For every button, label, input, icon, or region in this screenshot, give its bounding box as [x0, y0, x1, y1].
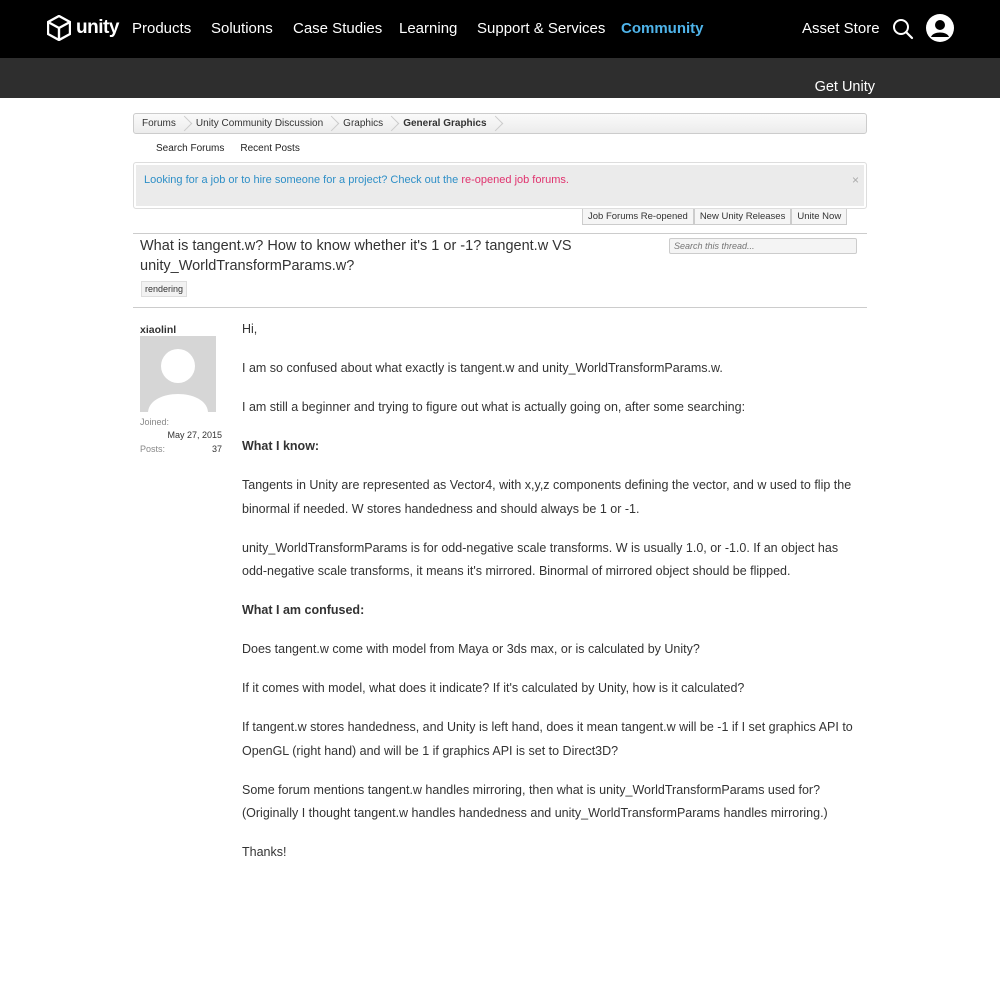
breadcrumb-forums[interactable]: Forums [134, 114, 188, 133]
divider [133, 233, 867, 234]
breadcrumb-graphics[interactable]: Graphics [335, 114, 395, 133]
user-posts-row [140, 444, 222, 454]
post-paragraph: Does tangent.w come with model from Maya or 3ds max, or is calculated by Unity? [242, 642, 700, 656]
post-paragraph: Hi, [242, 322, 258, 336]
posts-count: 37 [211, 444, 222, 454]
nav-solutions[interactable]: Solutions [211, 20, 273, 37]
post-heading [242, 435, 864, 459]
nav-products[interactable]: Products [132, 20, 192, 37]
search-forums-link[interactable]: Search Forums [156, 143, 225, 154]
nav-asset-store[interactable]: Asset Store [802, 20, 880, 37]
thread-title: What is tangent.w? How to know whether it's 1 or -1? tangent.w VS unity_WorldTransformParams.w? [140, 238, 572, 274]
breadcrumb-community-discussion[interactable]: Unity Community Discussion [188, 114, 335, 133]
post-paragraph: I am still a beginner and trying to figure out what is actually going on, after some searching: [242, 400, 746, 414]
post-heading [242, 599, 864, 623]
unity-logo[interactable] [47, 15, 119, 41]
unity-cube-icon [47, 15, 71, 41]
breadcrumb-general-graphics[interactable]: General Graphics [395, 114, 498, 133]
search-icon[interactable] [892, 18, 914, 40]
thread-search-input[interactable] [669, 238, 857, 254]
forum-subnav [156, 143, 300, 154]
posts-label: Posts: [140, 444, 166, 454]
post-paragraph: If tangent.w stores handedness, and Unity is left hand, does it mean tangent.w will be -1 if I set graphics API to OpenGL (right hand) and will be 1 if graphics API is set to Direct3D? [242, 720, 853, 758]
post-paragraph: I am so confused about what exactly is tangent.w and unity_WorldTransformParams.w. [242, 361, 723, 375]
notice-text [144, 174, 569, 186]
tab-unite-now[interactable]: Unite Now [791, 209, 847, 225]
notice-banner [133, 162, 867, 209]
close-icon[interactable]: × [851, 173, 859, 187]
notice-message: Looking for a job or to hire someone for a project? Check out the [144, 174, 462, 186]
job-forums-link[interactable]: re-opened job forums. [461, 174, 569, 186]
top-navbar [0, 0, 1000, 58]
heading-what-i-know: What I know: [242, 439, 320, 453]
divider [133, 307, 867, 308]
user-avatar[interactable] [140, 336, 216, 412]
sub-bar [0, 58, 1000, 98]
user-joined-row [140, 417, 222, 427]
get-unity-link[interactable]: Get Unity [814, 79, 875, 95]
account-avatar-icon[interactable] [926, 14, 954, 42]
joined-date: May 27, 2015 [167, 430, 222, 440]
tab-job-forums[interactable]: Job Forums Re-opened [582, 209, 694, 225]
post-paragraph: Thanks! [242, 845, 287, 859]
logo-text: unity [76, 17, 119, 38]
post-paragraph: unity_WorldTransformParams is for odd-negative scale transforms. W is usually 1.0, or -1.0. If an object has odd-negative scale transforms, it means it's mirrored. Binormal of mirrored object should be flipped. [242, 540, 839, 578]
joined-label: Joined: [140, 417, 170, 427]
post-body [242, 318, 864, 880]
tab-unity-releases[interactable]: New Unity Releases [694, 209, 792, 225]
tag-badge[interactable]: rendering [141, 281, 187, 297]
nav-support-services[interactable]: Support & Services [477, 20, 606, 37]
post-paragraph: If it comes with model, what does it indicate? If it's calculated by Unity, how is it calculated? [242, 681, 745, 695]
breadcrumb [133, 113, 867, 134]
heading-what-i-am-confused: What I am confused: [242, 603, 365, 617]
nav-community[interactable]: Community [621, 20, 704, 37]
post-paragraph: Some forum mentions tangent.w handles mirroring, then what is unity_WorldTransformParams used for? (Originally I thought tangent.w handles handedness and unity_WorldTransformParams handles mirroring.) [242, 782, 828, 820]
post-author-name[interactable]: xiaolinl [140, 324, 177, 336]
nav-learning[interactable]: Learning [399, 20, 458, 37]
recent-posts-link[interactable]: Recent Posts [240, 143, 300, 154]
post-paragraph: Tangents in Unity are represented as Vector4, with x,y,z components defining the vector, and w used to flip the binormal if needed. W stores handedness and should always be 1 or -1. [242, 478, 852, 516]
nav-case-studies[interactable]: Case Studies [293, 20, 383, 37]
notice-tabs [582, 209, 847, 225]
